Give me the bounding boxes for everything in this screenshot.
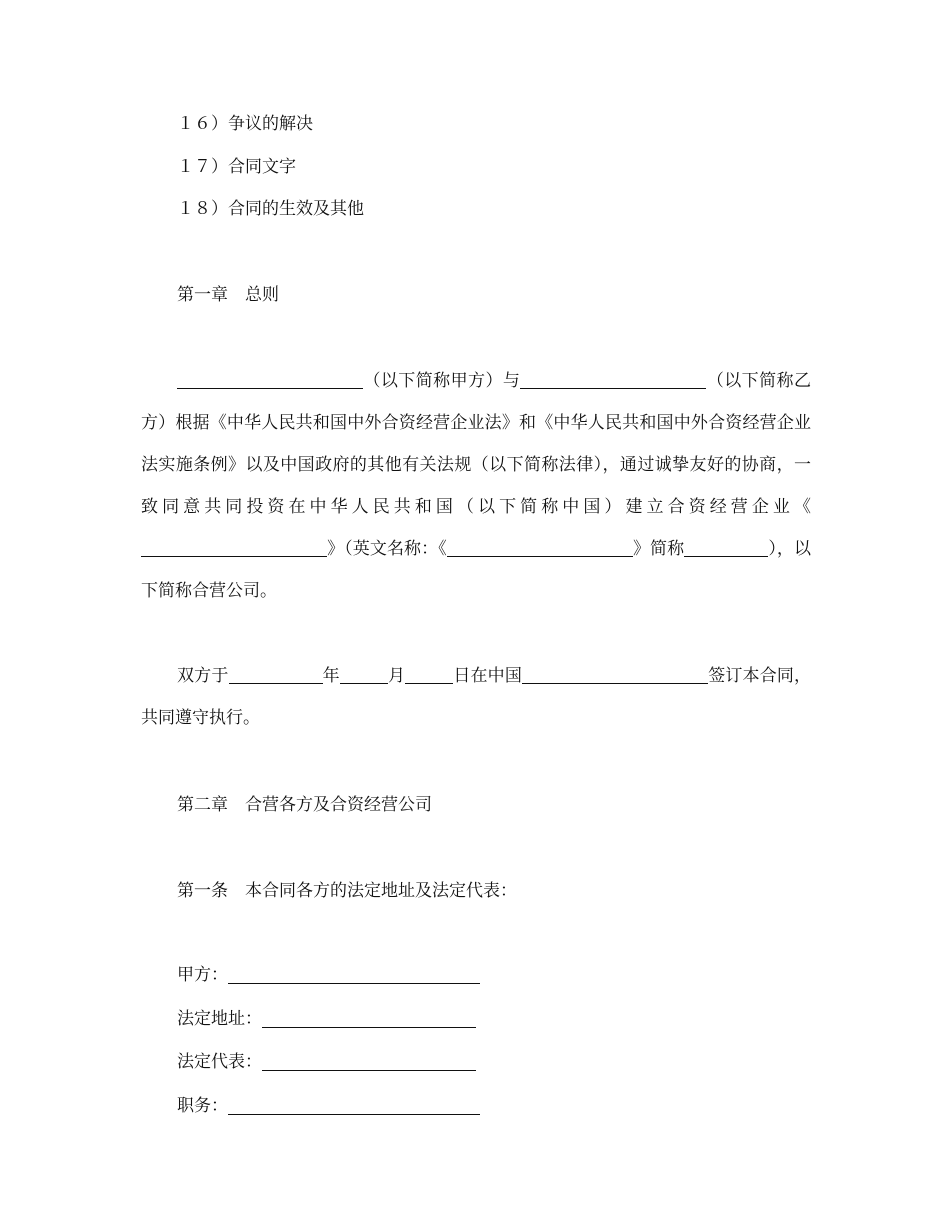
signing-paragraph (141, 655, 811, 739)
position-label: 职务： (177, 1096, 228, 1116)
article-1-heading: 第一条 本合同各方的法定地址及法定代表： (177, 881, 517, 901)
signing-year-blank[interactable] (229, 665, 323, 684)
legal-address-blank[interactable] (262, 1009, 476, 1028)
party-a-blank[interactable] (228, 965, 480, 984)
toc-number: １６） (177, 114, 228, 134)
jv-english-name-blank[interactable] (447, 538, 633, 557)
toc-item-17 (177, 156, 296, 178)
chapter-2-heading: 第二章 合营各方及合资经营公司 (177, 795, 432, 815)
jv-short-name-blank[interactable] (684, 538, 768, 557)
preamble-text-4: 》简称 (632, 539, 685, 559)
party-a-row (177, 964, 480, 986)
preamble-text-1: （以下简称甲方）与 (363, 371, 521, 391)
signing-text-2: 年 (322, 666, 340, 686)
position-row (177, 1095, 480, 1117)
party-a-label: 甲方： (177, 965, 228, 985)
toc-title: 合同的生效及其他 (228, 199, 364, 219)
preamble-text-2: （以下简称乙方）根据《中华人民共和国中外合资经营企业法》和《中华人民共和国中外合资经营企业法实施条例》以及中国政府的其他有关法规（以下简称法律），通过诚挚友好的协商，一致同意共同投资在中华人民共和国（以下简称中国）建立合资经营企业《 (141, 371, 811, 517)
toc-title: 合同文字 (228, 157, 296, 177)
toc-item-16 (177, 113, 313, 135)
chapter-1-heading: 第一章 总则 (177, 285, 279, 305)
signing-place-blank[interactable] (522, 665, 708, 684)
position-blank[interactable] (228, 1096, 480, 1115)
jv-name-blank[interactable] (141, 538, 327, 557)
toc-number: １７） (177, 157, 228, 177)
legal-representative-row (177, 1051, 476, 1073)
toc-item-18 (177, 198, 364, 220)
toc-title: 争议的解决 (228, 114, 313, 134)
signing-text-1: 双方于 (177, 666, 229, 686)
party-b-name-blank[interactable] (520, 370, 706, 389)
preamble-paragraph (141, 360, 811, 612)
party-a-name-blank[interactable] (177, 370, 363, 389)
legal-representative-label: 法定代表： (177, 1052, 262, 1072)
signing-text-3: 月 (387, 666, 406, 686)
signing-text-4: 日在中国 (453, 666, 523, 686)
preamble-text-3: 》（英文名称：《 (327, 539, 447, 559)
signing-text-5: 签订本合同，共同遵守执行。 (141, 666, 812, 728)
toc-number: １８） (177, 199, 228, 219)
signing-day-blank[interactable] (405, 665, 453, 684)
legal-address-label: 法定地址： (177, 1009, 262, 1029)
legal-address-row (177, 1008, 476, 1030)
preamble-text-5: ），以下简称合营公司。 (141, 539, 811, 601)
signing-month-blank[interactable] (340, 665, 388, 684)
legal-representative-blank[interactable] (262, 1052, 476, 1071)
